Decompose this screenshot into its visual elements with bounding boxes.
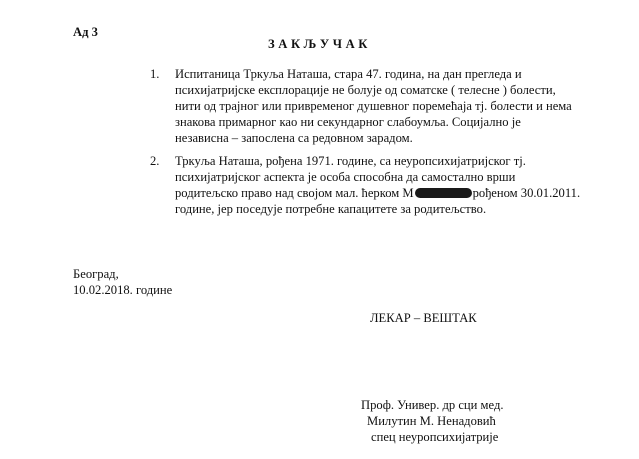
signature-line: Проф. Универ. др сци мед. (361, 398, 504, 412)
signature-line: спец неуропсихијатрије (371, 430, 499, 444)
place-label: Београд, (73, 267, 119, 281)
date-label: 10.02.2018. године (73, 283, 173, 297)
document-title: ЗАКЉУЧАК (268, 37, 372, 51)
redaction-mark (415, 188, 472, 198)
item-number: 1. (150, 67, 160, 81)
text-line: знакова примарног као ни секундарног слабоумља. Социјално је (175, 115, 521, 129)
text-line: Тркуља Наташа, рођена 1971. године, са неуропсихијатријског тј. (175, 154, 526, 168)
text-line: Испитаница Тркуља Наташа, стара 47. година, на дан прегледа и (175, 67, 522, 81)
text-line: нити од трајног или привременог душевног поремећаја тј. болести и нема (175, 99, 572, 113)
signature-line: Милутин М. Ненадовић (367, 414, 496, 428)
text-segment: родитељско право над својом мал. ћерком М (175, 186, 414, 200)
text-line: психијатријске експлорације не болује од соматске ( телесне ) болести, (175, 83, 556, 97)
signature-title: ЛЕКАР – ВЕШТАК (370, 311, 477, 325)
text-line: независна – запослена са редовном зарадом. (175, 131, 413, 145)
annex-label: Ад 3 (73, 25, 98, 39)
text-segment: рођеном 30.01.2011. (472, 186, 581, 200)
text-line: психијатријског аспекта је особа способна да самостално врши (175, 170, 516, 184)
text-line: године, јер поседује потребне капацитете за родитељство. (175, 202, 487, 216)
item-number: 2. (150, 154, 160, 168)
text-line (175, 185, 580, 202)
